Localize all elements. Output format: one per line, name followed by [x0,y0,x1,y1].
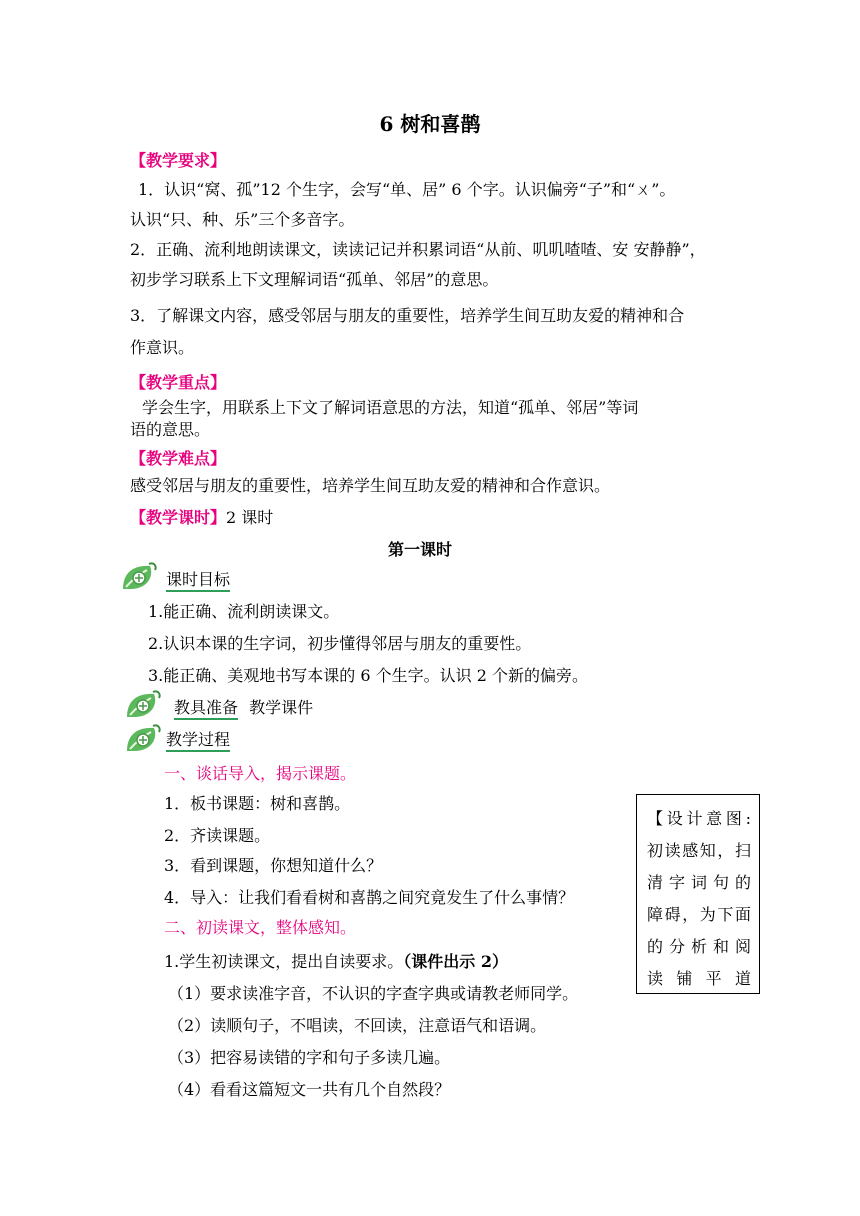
design-intent-box [636,794,760,994]
requirement-3-line-1: 3．了解课文内容，感受邻居与朋友的重要性，培养学生间互助友爱的精神和合 [130,306,685,325]
part-1-item: 3．看到课题，你想知道什么？ [164,856,383,875]
part-2-subitem: （4）看看这篇短文一共有几个自然段？ [168,1080,451,1099]
tools-value: 教学课件 [249,698,314,717]
requirement-3-line-2: 作意识。 [130,338,195,357]
part-2-subitem: （1）要求读准字音，不认识的字查字典或请教老师同学。 [168,984,579,1003]
design-intent-line: 【设计意图: [647,809,751,828]
lesson-title: 第一课时 [387,540,452,559]
key-points-line-1: 学会生字，用联系上下文了解词语意思的方法，知道“孤单、邻居”等词 [142,398,639,417]
goals-label: 课时目标 [166,570,230,590]
part-1-item: 1．板书课题：树和喜鹊。 [164,794,351,813]
part-2-heading: 二、初读课文，整体感知。 [164,918,357,937]
part-1-item: 2．齐读课题。 [164,826,271,845]
part-1-heading: 一、谈话导入，揭示课题。 [164,764,357,783]
part-2-subitem: （3）把容易读错的字和句子多读几遍。 [168,1048,451,1067]
design-intent-line: 读铺平道 [647,969,751,988]
requirement-2-line-2: 初步学习联系上下文理解词语“孤单、邻居”的意思。 [130,270,499,289]
tools-row [174,698,313,718]
part-2-subitem: （2）读顺句子，不唱读，不回读，注意语气和语调。 [168,1016,547,1035]
page-title: 6 树和喜鹊 [379,112,481,136]
hours-value: 2 课时 [226,508,274,527]
part-1-item: 4．导入：让我们看看树和喜鹊之间究竟发生了什么事情？ [164,888,575,907]
goal-item: 3.能正确、美观地书写本课的 6 个生字。认识 2 个新的偏旁。 [148,666,588,685]
difficulties-line: 感受邻居与朋友的重要性，培养学生间互助友爱的精神和合作意识。 [130,476,611,495]
leaf-icon [120,562,158,592]
goal-item: 1.能正确、流利朗读课文。 [148,602,340,621]
design-intent-line: 初读感知，扫 [647,841,751,860]
key-points-line-2: 语的意思。 [130,420,211,439]
requirement-1-line-2: 认识“只、种、乐”三个多音字。 [130,210,355,229]
courseware-note: （课件出示 2） [403,952,508,971]
leaf-icon [124,690,162,720]
design-intent-line: 障碍，为下面 [647,905,751,924]
hours-heading: 【教学课时】 [130,508,227,527]
leaf-icon [124,724,162,754]
key-points-heading: 【教学重点】 [130,373,227,392]
goal-item: 2.认识本课的生字词，初步懂得邻居与朋友的重要性。 [148,634,532,653]
requirement-1-line-1: 1．认识“窝、孤”12 个生字，会写“单、居” 6 个字。认识偏旁“子”和“ㄨ”。 [138,180,676,199]
tools-label: 教具准备 [174,698,238,720]
design-intent-line: 的分析和阅 [647,937,751,956]
part-2-item-1: 1.学生初读课文，提出自读要求。（课件出示 2） [164,952,508,971]
difficulties-heading: 【教学难点】 [130,449,227,468]
requirements-heading: 【教学要求】 [130,151,227,170]
process-label: 教学过程 [166,730,230,750]
requirement-2-line-1: 2．正确、流利地朗读课文，读读记记并积累词语“从前、叽叽喳喳、安 安静静”， [130,240,706,259]
design-intent-line: 清字词句的 [647,873,751,892]
hours-row [130,508,273,528]
